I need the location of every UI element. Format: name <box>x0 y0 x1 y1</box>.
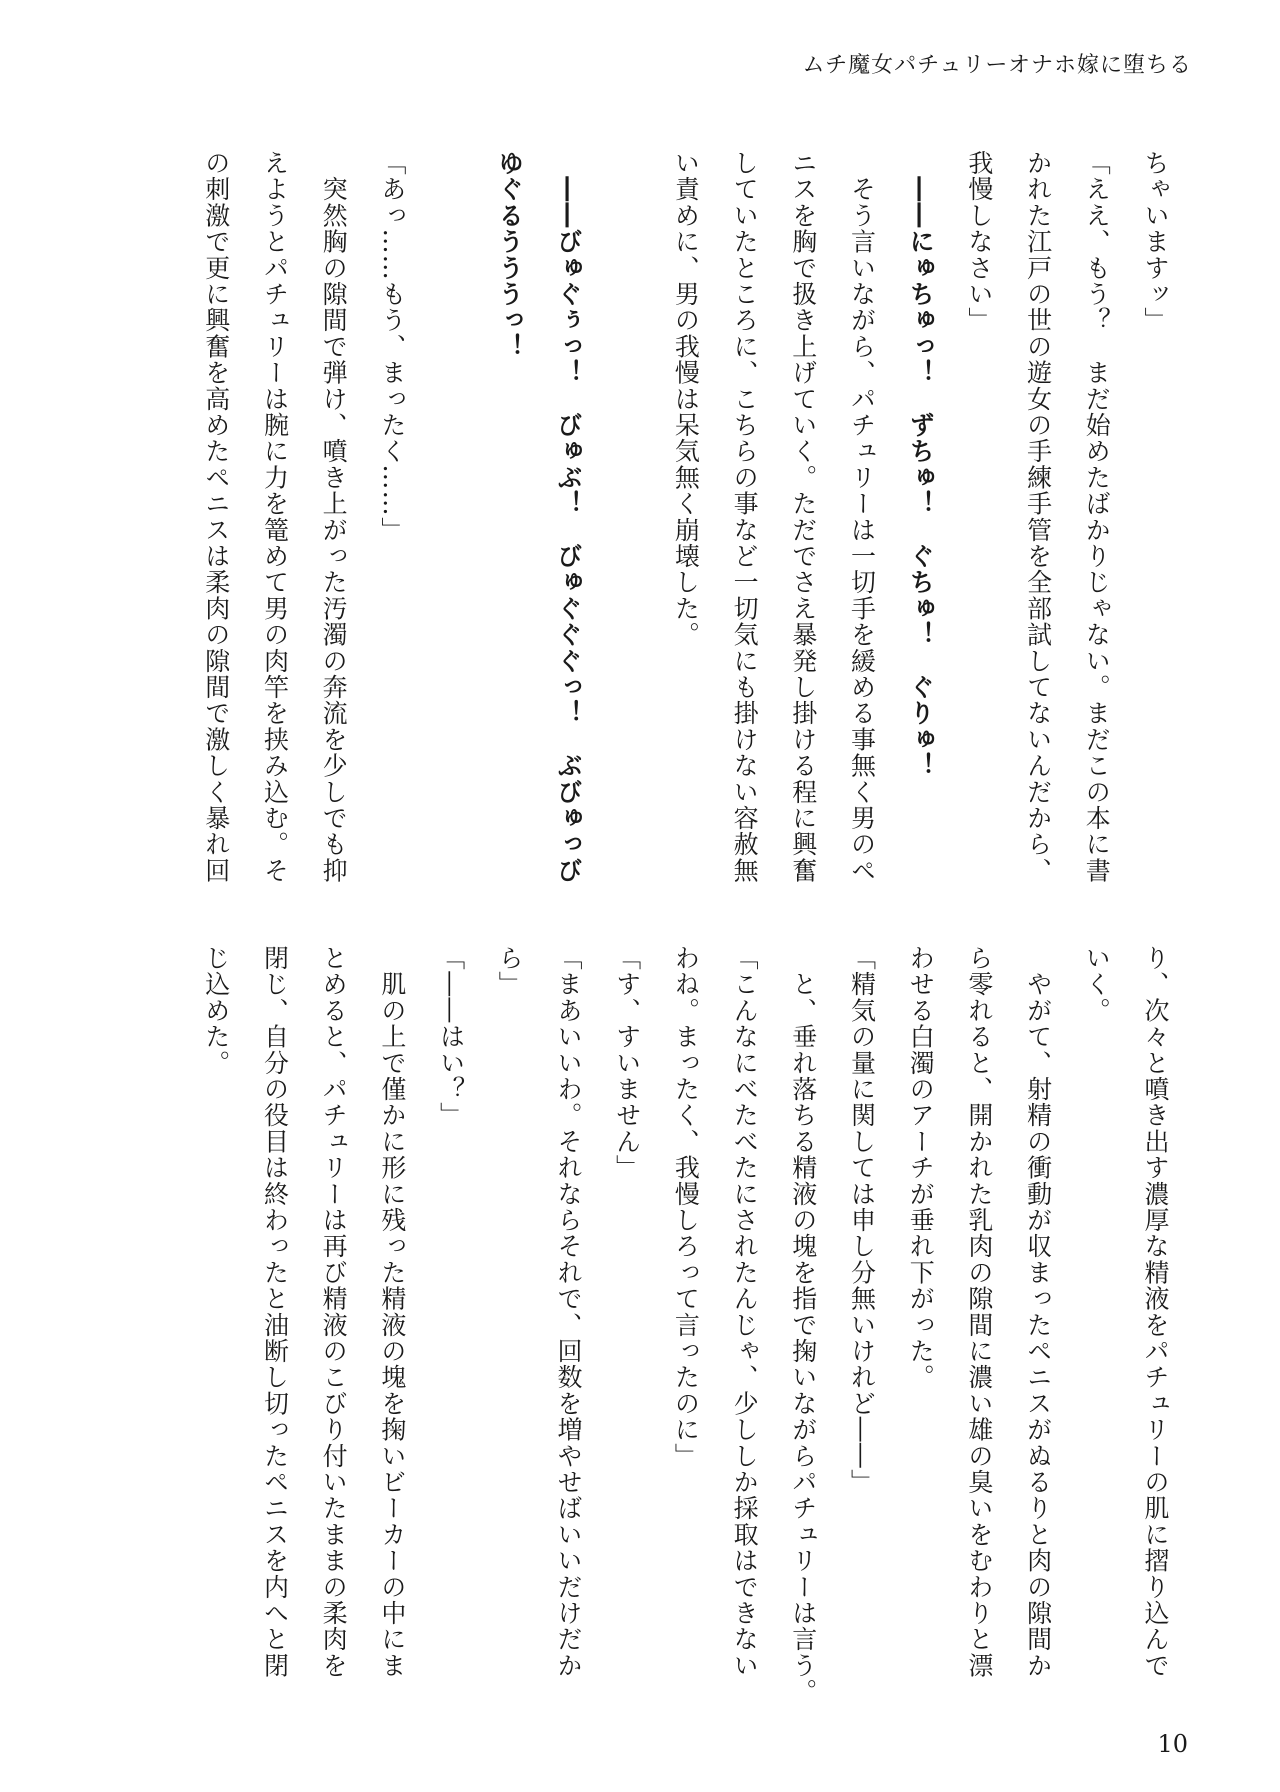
text-column: い責めに、男の我慢は呆気無く崩壊した。 <box>671 150 701 648</box>
text-column: そう言いながら、パチュリーは一切手を緩める事無く男のペ <box>847 150 877 884</box>
text-column: じ込めた。 <box>201 945 231 1076</box>
text-column: 「あっ……もう、まったく……」 <box>377 150 407 543</box>
text-column: 閉じ、自分の役目は終わったと油断し切ったペニスを内へと閉 <box>260 945 290 1679</box>
running-header-title: ムチ魔女パチュリーオナホ嫁に堕ちる <box>802 53 1192 78</box>
text-column: 「ええ、もう？ まだ始めたばかりじゃない。まだこの本に書 <box>1082 150 1112 884</box>
text-column: 突然胸の隙間で弾け、噴き上がった汚濁の奔流を少しでも抑 <box>319 150 349 884</box>
text-block-bottom <box>186 945 1184 1705</box>
text-column: の刺激で更に興奮を高めたペニスは柔肉の隙間で激しく暴れ回 <box>201 150 231 884</box>
text-column: やがて、射精の衝動が収まったペニスがぬるりと肉の隙間か <box>1023 945 1053 1679</box>
text-column: わせる白濁のアーチが垂れ下がった。 <box>906 945 936 1391</box>
text-column: 「す、すいません」 <box>612 945 642 1181</box>
text-column: わね。まったく、我慢しろって言ったのに」 <box>671 945 701 1469</box>
text-column: ら」 <box>495 945 525 998</box>
blank-column <box>421 150 480 890</box>
text-column: いく。 <box>1082 945 1112 1024</box>
text-column: 「まあいいわ。それならそれで、回数を増やせばいいだけだか <box>553 945 583 1679</box>
text-column: 肌の上で僅かに形に残った精液の塊を掬いビーカーの中にま <box>377 945 407 1679</box>
text-column: ちゃいますッ」 <box>1141 150 1170 334</box>
text-column: 我慢しなさい」 <box>964 150 994 334</box>
text-column: ニスを胸で扱き上げていく。ただでさえ暴発し掛ける程に興奮 <box>788 150 818 884</box>
text-column: えようとパチュリーは腕に力を篭めて男の肉竿を挟み込む。そ <box>260 150 290 884</box>
blank-column <box>597 150 656 890</box>
text-column: ら零れると、開かれた乳肉の隙間に濃い雄の臭いをむわりと漂 <box>964 945 994 1679</box>
sound-effect-column: ――びゅぐぅっ！ びゅぶ！ びゅぐぐぐっ！ ぶびゅっび <box>553 150 583 884</box>
text-column: とめると、パチュリーは再び精液のこびり付いたままの柔肉を <box>319 945 349 1679</box>
sound-effect-column: ――にゅちゅっ！ ずちゅ！ ぐちゅ！ ぐりゅ！ <box>906 150 936 779</box>
text-column: かれた江戸の世の遊女の手練手管を全部試してないんだから、 <box>1023 150 1053 884</box>
text-column: 「こんなにべたべたにされたんじゃ、少ししか採取はできない <box>730 945 760 1679</box>
sound-effect-column: ゆぐるうううっ！ <box>495 150 525 360</box>
text-block-top <box>186 150 1184 890</box>
text-column: していたところに、こちらの事など一切気にも掛けない容赦無 <box>730 150 760 884</box>
text-column: 「精気の量に関しては申し分無いけれど――」 <box>847 945 877 1496</box>
text-column: り、次々と噴き出す濃厚な精液をパチュリーの肌に摺り込んで <box>1141 945 1170 1679</box>
text-column: 「――はい？」 <box>436 945 466 1129</box>
page-number: 10 <box>1157 1730 1188 1758</box>
text-column: と、垂れ落ちる精液の塊を指で掬いながらパチュリーは言う。 <box>788 945 818 1705</box>
